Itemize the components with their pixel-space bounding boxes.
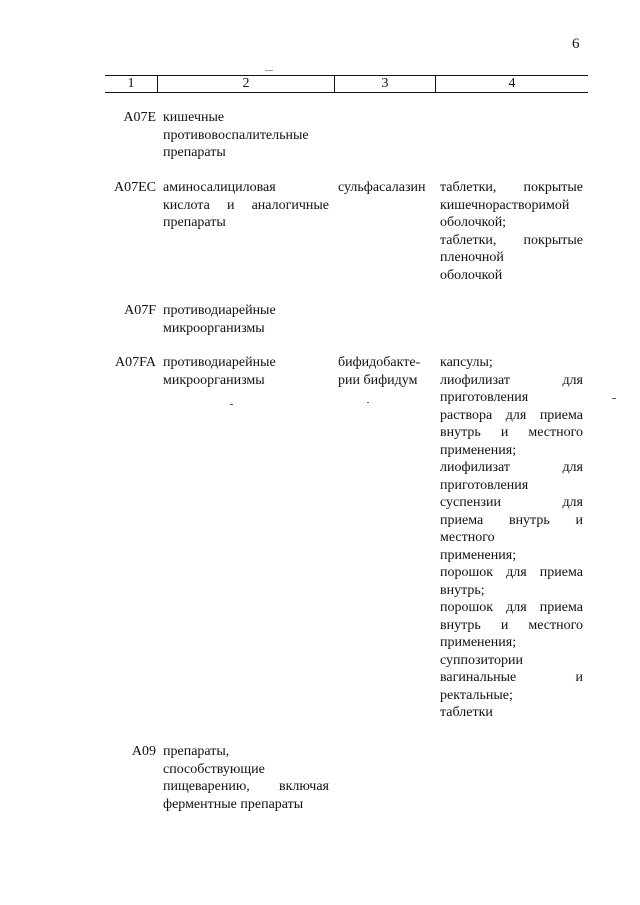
text-line: таблетки xyxy=(440,705,493,720)
text-line: аминосалициловая xyxy=(163,180,276,195)
scan-speck xyxy=(367,402,369,403)
text-line: приготовления xyxy=(440,390,529,405)
text-line: ректальные; xyxy=(440,687,513,703)
dosage-forms xyxy=(440,179,583,284)
text-line: пищеварению, включая xyxy=(163,779,329,794)
group-name xyxy=(163,743,329,813)
text-line: противодиарейные xyxy=(163,303,276,318)
header-col-2: 2 xyxy=(242,76,250,91)
text-line: раствора для приема xyxy=(440,407,583,423)
text-line: внутрь; xyxy=(440,582,485,598)
atc-code: A07F xyxy=(124,303,156,318)
scan-speck xyxy=(230,404,233,405)
atc-code: A07FA xyxy=(115,355,156,370)
group-name xyxy=(163,302,329,337)
text-line: препараты, xyxy=(163,744,230,759)
text-line: порошок для приема xyxy=(440,565,583,580)
text-line: противодиарейные xyxy=(163,355,276,370)
scan-speck xyxy=(612,398,616,399)
text-line: вагинальные и xyxy=(440,670,583,685)
text-line: лиофилизат для xyxy=(440,460,583,475)
text-line: рии бифидум xyxy=(338,372,418,388)
text-line: кислота и аналогичные xyxy=(163,197,329,213)
group-name xyxy=(163,354,329,389)
text-line: применения; xyxy=(440,442,517,458)
text-line: кишечнорастворимой xyxy=(440,197,570,213)
text-line: пленочной xyxy=(440,250,504,265)
header-col-1: 1 xyxy=(127,76,135,91)
text-line: ферментные препараты xyxy=(163,796,304,812)
text-line: оболочкой xyxy=(440,267,503,283)
dosage-forms xyxy=(440,354,583,722)
atc-code: A07EC xyxy=(114,180,156,195)
text-line: местного xyxy=(440,530,495,545)
text-line: противовоспалительные xyxy=(163,127,309,143)
text-line: способствующие xyxy=(163,761,265,777)
text-line: внутрь и местного xyxy=(440,617,583,633)
text-line: применения; xyxy=(440,635,517,650)
text-line: приема внутрь и xyxy=(440,512,583,528)
text-line: сульфасалазин xyxy=(338,180,426,195)
text-line: таблетки, покрытые xyxy=(440,180,583,195)
text-line: микроорганизмы xyxy=(163,372,265,388)
drug-name xyxy=(338,179,434,197)
text-line: препараты xyxy=(163,215,226,230)
text-line: бифидобакте- xyxy=(338,355,421,370)
text-line: суспензии для xyxy=(440,495,583,510)
text-line: кишечные xyxy=(163,110,225,125)
group-name xyxy=(163,109,329,162)
text-line: лиофилизат для xyxy=(440,372,583,388)
text-line: применения; xyxy=(440,547,517,563)
drug-name xyxy=(338,354,434,389)
group-name xyxy=(163,179,329,232)
header-col-4: 4 xyxy=(508,76,516,91)
text-line: микроорганизмы xyxy=(163,320,265,336)
header-col-3: 3 xyxy=(381,76,389,91)
scan-speck xyxy=(265,70,273,71)
atc-code: A07E xyxy=(123,110,156,125)
text-line: оболочкой; xyxy=(440,215,507,230)
table-header xyxy=(105,75,588,93)
text-line: суппозитории xyxy=(440,652,523,668)
text-line: капсулы; xyxy=(440,355,493,370)
atc-code: A09 xyxy=(131,744,156,759)
page-number: 6 xyxy=(572,36,580,52)
text-line: таблетки, покрытые xyxy=(440,232,583,248)
text-line: внутрь и местного xyxy=(440,425,583,440)
text-line: препараты xyxy=(163,145,226,160)
text-line: порошок для приема xyxy=(440,600,583,615)
text-line: приготовления xyxy=(440,477,529,493)
